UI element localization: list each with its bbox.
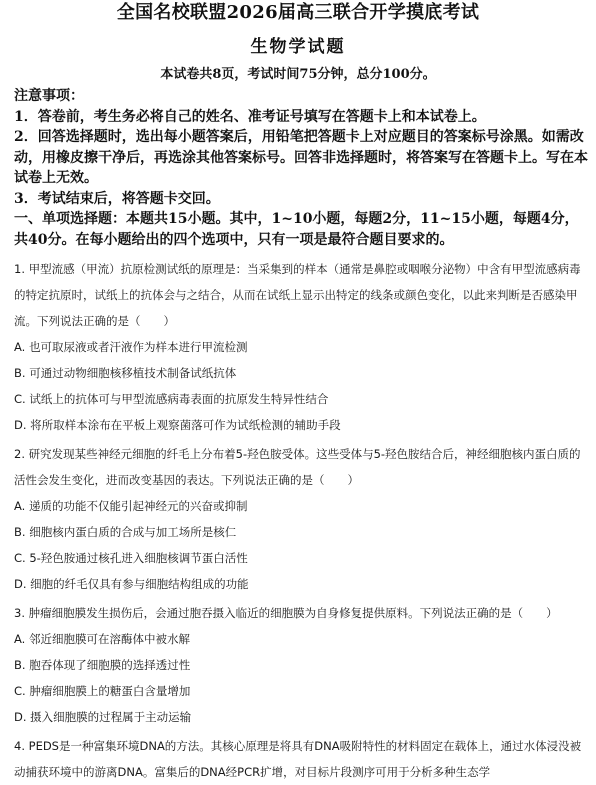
option: A. 邻近细胞膜可在溶酶体中被水解 <box>14 632 190 646</box>
option: D. 将所取样本涂布在平板上观察菌落可作为试纸检测的辅助手段 <box>14 418 341 432</box>
note-item: 1．答卷前，考生务必将自己的姓名、准考证号填写在答题卡上和本试卷上。 <box>14 108 486 125</box>
option: C. 肿瘤细胞膜上的糖蛋白含量增加 <box>14 684 191 698</box>
option: A. 也可取尿液或者汗液作为样本进行甲流检测 <box>14 340 248 354</box>
option: C. 5-羟色胺通过核孔进入细胞核调节蛋白活性 <box>14 551 248 565</box>
exam-title: 全国名校联盟2026届高三联合开学摸底考试 <box>116 2 480 23</box>
option: B. 可通过动物细胞核移植技术制备试纸抗体 <box>14 366 237 380</box>
question-list <box>14 256 588 785</box>
option: A. 递质的功能不仅能引起神经元的兴奋或抑制 <box>14 499 248 513</box>
option: B. 胞吞体现了细胞膜的选择透过性 <box>14 658 191 672</box>
section-heading: 一、单项选择题：本题共15小题。其中，1~10小题，每题2分，11~15小题，每题4分，共40分。在每小题给出的四个选项中，只有一项是最符合题目要求的。 <box>14 211 579 248</box>
question-stem: 4. PEDS是一种富集环境DNA的方法。其核心原理是将具有DNA吸附特性的材料固定在载体上，通过水体浸没被动捕获环境中的游离DNA。富集后的DNA经PCR扩增，对目标片段测序可用于分析多种生态学 <box>14 739 582 779</box>
option: C. 试纸上的抗体可与甲型流感病毒表面的抗原发生特异性结合 <box>14 392 329 406</box>
note-item: 3．考试结束后，将答题卡交回。 <box>14 190 220 207</box>
subject-title: 生物学试题 <box>250 37 346 57</box>
exam-info: 本试卷共8页，考试时间75分钟，总分100分。 <box>160 67 436 82</box>
option: D. 细胞的纤毛仅具有参与细胞结构组成的功能 <box>14 577 249 591</box>
note-item: 2．回答选择题时，选出每小题答案后，用铅笔把答题卡上对应题目的答案标号涂黑。如需改动，用橡皮擦干净后，再选涂其他答案标号。回答非选择题时，将答案写在答题卡上。写在本试卷上无效。 <box>14 129 588 186</box>
question-stem: 2. 研究发现某些神经元细胞的纤毛上分布着5-羟色胺受体。这些受体与5-羟色胺结合后，神经细胞核内蛋白质的活性会发生变化，进而改变基因的表达。下列说法正确的是（ ） <box>14 447 581 487</box>
option: D. 摄入细胞膜的过程属于主动运输 <box>14 710 192 724</box>
option: B. 细胞核内蛋白质的合成与加工场所是核仁 <box>14 525 237 539</box>
question-stem: 1. 甲型流感（甲流）抗原检测试纸的原理是：当采集到的样本（通常是鼻腔或咽喉分泌物）中含有甲型流感病毒的特定抗原时，试纸上的抗体会与之结合，从而在试纸上显示出特定的线条或颜色变化，以此来判断是否感染甲流。下列说法正确的是（ ） <box>14 262 581 328</box>
notes-section <box>14 86 588 250</box>
question-stem: 3. 肿瘤细胞膜发生损伤后，会通过胞吞摄入临近的细胞膜为自身修复提供原料。下列说法正确的是（ ） <box>14 606 558 620</box>
notes-heading: 注意事项： <box>14 88 84 104</box>
